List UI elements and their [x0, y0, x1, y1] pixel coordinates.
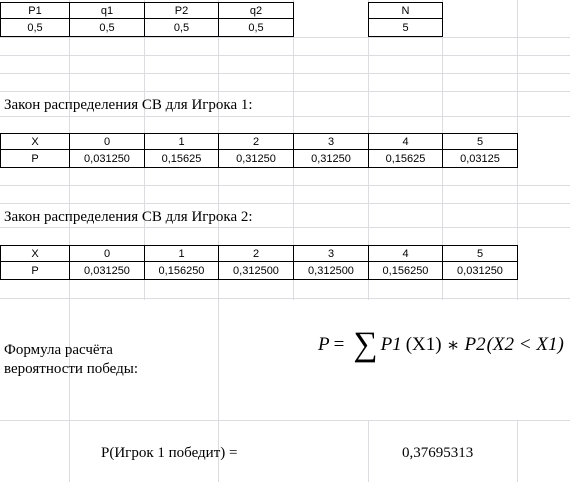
formula-label-line1: Формула расчёта [4, 342, 113, 358]
player2-distribution-heading: Закон распределения СВ для Игрока 2: [4, 209, 253, 225]
grid-col-line [517, 420, 518, 482]
player1-x-value[interactable]: 2 [218, 133, 294, 150]
player2-x-value[interactable]: 3 [293, 245, 369, 262]
grid-col-line [368, 420, 369, 482]
grid-row-line [0, 73, 570, 74]
grid-row-line [0, 227, 570, 228]
formula-equals: = [333, 334, 345, 355]
formula-arg1: (X1) [405, 334, 442, 355]
player2-p-value[interactable]: 0,156250 [144, 261, 219, 280]
param-header-p2[interactable]: P2 [144, 2, 219, 19]
formula-lhs: P [318, 334, 330, 355]
formula-term1: P1 [380, 334, 402, 355]
player2-x-value[interactable]: 2 [218, 245, 294, 262]
param-value-p1[interactable]: 0,5 [0, 18, 70, 37]
param-header-p1[interactable]: P1 [0, 2, 70, 19]
player2-p-value[interactable]: 0,031250 [442, 261, 518, 280]
grid-row-line [0, 185, 570, 186]
player1-x-value[interactable]: 1 [144, 133, 219, 150]
grid-row-line [0, 420, 570, 421]
player2-p-value[interactable]: 0,312500 [218, 261, 294, 280]
win-probability-label: P(Игрок 1 победит) = [101, 445, 238, 461]
player2-x-value[interactable]: 1 [144, 245, 219, 262]
win-probability-value[interactable]: 0,37695313 [402, 445, 474, 461]
player2-p-value[interactable]: 0,031250 [69, 261, 145, 280]
player2-x-label[interactable]: X [0, 245, 70, 262]
param-value-q2[interactable]: 0,5 [218, 18, 294, 37]
player2-x-value[interactable]: 5 [442, 245, 518, 262]
param-value-n[interactable]: 5 [368, 18, 443, 37]
param-header-q1[interactable]: q1 [69, 2, 145, 19]
grid-row-line [0, 116, 570, 117]
formula-arg2: (X2 < X1) [486, 334, 564, 355]
player1-x-value[interactable]: 3 [293, 133, 369, 150]
grid-row-line [0, 298, 570, 299]
param-header-q2[interactable]: q2 [218, 2, 294, 19]
player2-p-value[interactable]: 0,312500 [293, 261, 369, 280]
grid-row-line [0, 37, 570, 38]
sum-symbol-icon: ∑ [353, 326, 378, 363]
player1-p-value[interactable]: 0,15625 [368, 149, 443, 168]
player1-x-value[interactable]: 0 [69, 133, 145, 150]
player1-p-value[interactable]: 0,31250 [218, 149, 294, 168]
formula-multiply: ∗ [446, 334, 460, 356]
win-probability-formula[interactable] [318, 325, 564, 365]
player1-x-label[interactable]: X [0, 133, 70, 150]
player2-x-value[interactable]: 4 [368, 245, 443, 262]
player2-p-value[interactable]: 0,156250 [368, 261, 443, 280]
param-value-q1[interactable]: 0,5 [69, 18, 145, 37]
player1-p-value[interactable]: 0,31250 [293, 149, 369, 168]
formula-label[interactable] [4, 341, 204, 379]
player1-distribution-heading: Закон распределения СВ для Игрока 1: [4, 97, 253, 113]
player1-p-value[interactable]: 0,15625 [144, 149, 219, 168]
param-value-p2[interactable]: 0,5 [144, 18, 219, 37]
grid-row-line [0, 203, 570, 204]
player1-p-label[interactable]: P [0, 149, 70, 168]
player1-x-value[interactable]: 5 [442, 133, 518, 150]
grid-row-line [0, 55, 570, 56]
player1-p-value[interactable]: 0,03125 [442, 149, 518, 168]
player1-x-value[interactable]: 4 [368, 133, 443, 150]
formula-term2: P2 [464, 334, 486, 355]
player2-x-value[interactable]: 0 [69, 245, 145, 262]
grid-row-line [0, 91, 570, 92]
player1-p-value[interactable]: 0,031250 [69, 149, 145, 168]
player2-p-label[interactable]: P [0, 261, 70, 280]
param-header-n[interactable]: N [368, 2, 443, 19]
formula-label-line2: вероятности победы: [4, 361, 139, 377]
